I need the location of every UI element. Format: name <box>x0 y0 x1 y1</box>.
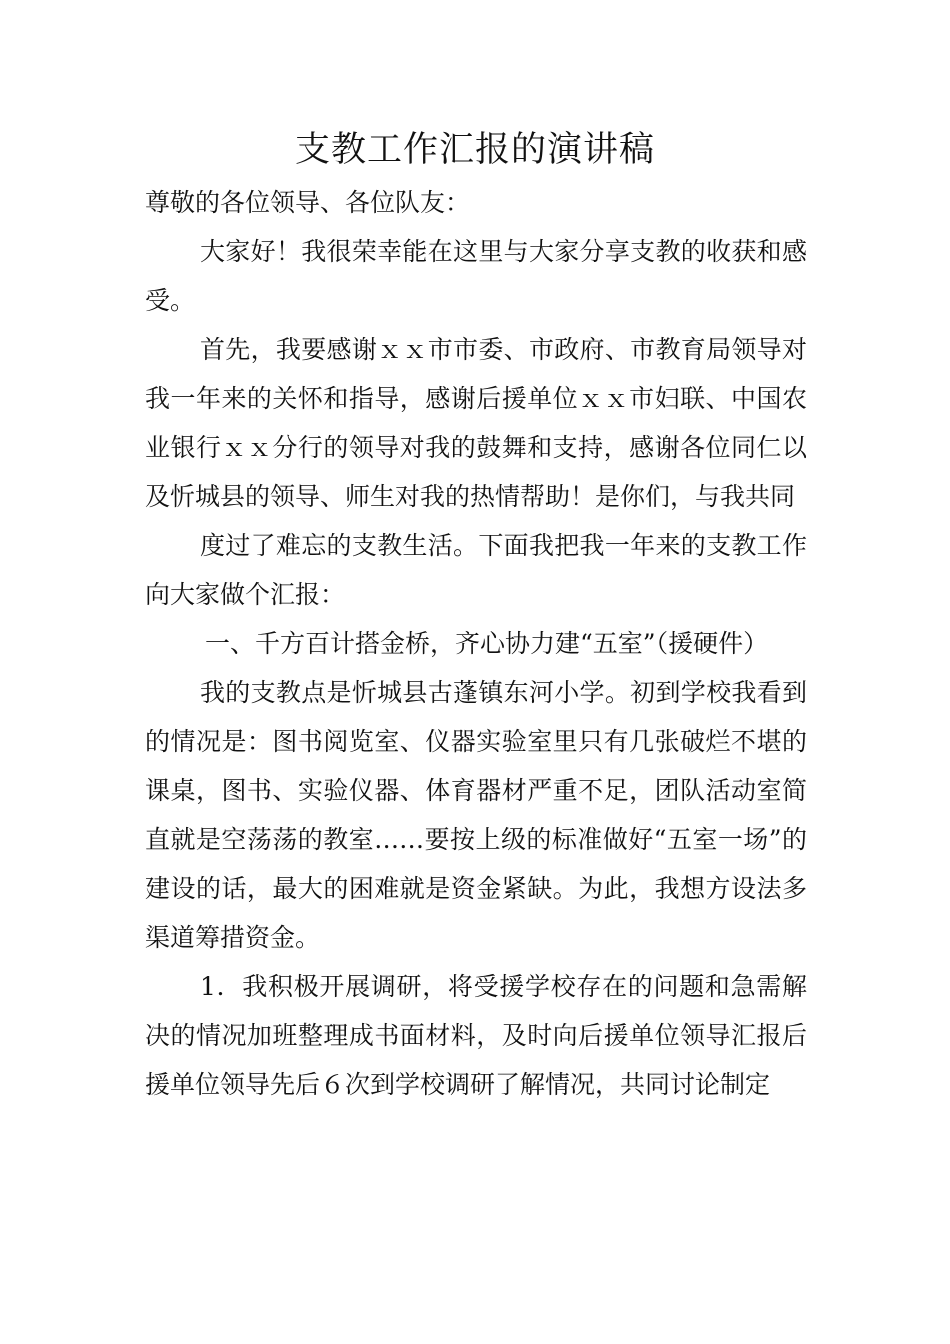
numbered-item-1: 1．我积极开展调研，将受援学校存在的问题和急需解决的情况加班整理成书面材料，及时向后援单位领导汇报后援单位领导先后６次到学校调研了解情况，共同讨论制定 <box>145 972 807 1099</box>
greeting-paragraph: 大家好！我很荣幸能在这里与大家分享支教的收获和感受。 <box>145 237 807 315</box>
transition-paragraph: 度过了难忘的支教生活。下面我把我一年来的支教工作向大家做个汇报： <box>145 531 807 609</box>
thanks-paragraph: 首先，我要感谢ｘｘ市市委、市政府、市教育局领导对我一年来的关怀和指导，感谢后援单位ｘｘ市妇联、中国农业银行ｘｘ分行的领导对我的鼓舞和支持，感谢各位同仁以及忻城县的领导、师生对我的热情帮助！是你们，与我共同 <box>145 335 807 511</box>
document-body <box>145 178 807 1109</box>
section-heading: 一、千方百计搭金桥，齐心协力建“五室”（援硬件） <box>205 629 769 658</box>
situation-paragraph: 我的支教点是忻城县古蓬镇东河小学。初到学校我看到的情况是：图书阅览室、仪器实验室里只有几张破烂不堪的课桌，图书、实验仪器、体育器材严重不足，团队活动室简直就是空荡荡的教室……要按上级的标准做好“五室一场”的建设的话，最大的困难就是资金紧缺。为此，我想方设法多渠道筹措资金。 <box>145 678 807 952</box>
document-title: 支教工作汇报的演讲稿 <box>294 130 655 170</box>
salutation-paragraph: 尊敬的各位领导、各位队友： <box>145 188 471 217</box>
